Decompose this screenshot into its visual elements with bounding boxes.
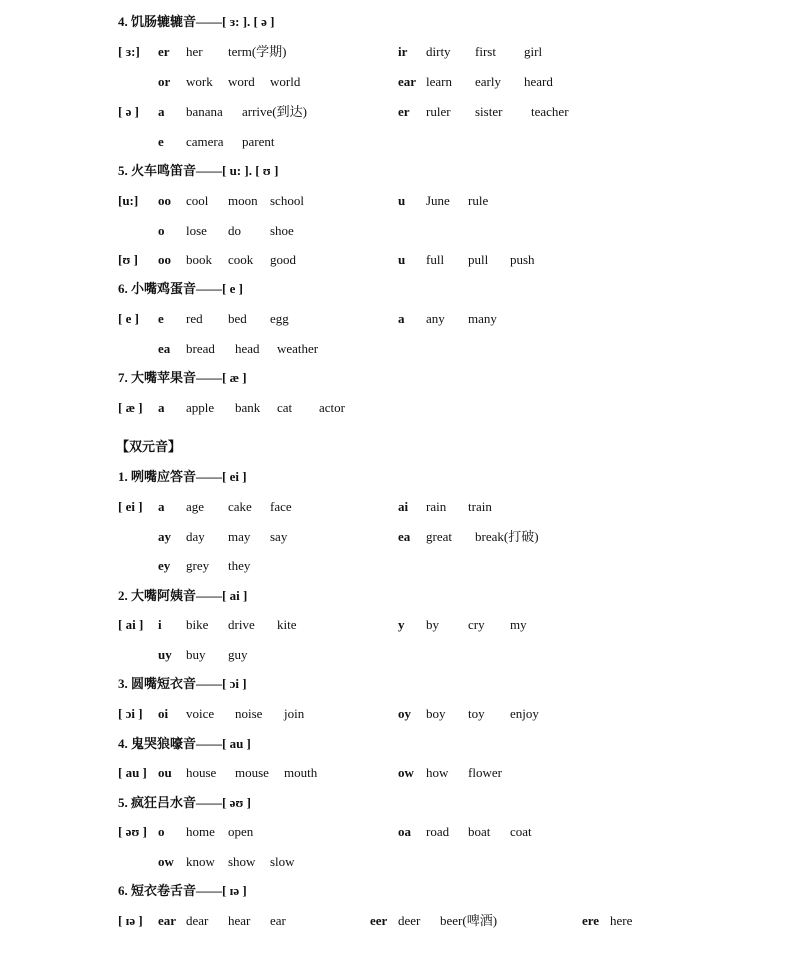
spelling-pattern: ey (158, 558, 171, 573)
text-line (0, 881, 794, 901)
spelling-pattern: ere (582, 913, 600, 928)
text-line (0, 645, 794, 665)
example-word: day (186, 529, 205, 544)
spelling-pattern: uy (158, 647, 172, 662)
example-word: join (284, 706, 305, 721)
example-word: grey (186, 558, 210, 573)
example-word: good (270, 252, 296, 267)
example-word: great (426, 529, 452, 544)
example-word: boat (468, 824, 491, 839)
example-word: red (186, 311, 203, 326)
example-word: my (510, 617, 527, 632)
example-word: toy (468, 706, 485, 721)
example-word: work (186, 74, 213, 89)
example-word: slow (270, 854, 295, 869)
example-word: mouse (235, 765, 269, 780)
text-line (0, 42, 794, 62)
phonetic-symbol: [ ɪə ] (118, 913, 143, 928)
example-word: world (270, 74, 301, 89)
text-line (0, 911, 794, 931)
text-line (0, 852, 794, 872)
spelling-pattern: e (158, 311, 164, 326)
example-word: ruler (426, 104, 451, 119)
text-line (0, 132, 794, 152)
spelling-pattern: a (398, 311, 405, 326)
text-line (0, 734, 794, 754)
text-line (0, 586, 794, 606)
example-word: arrive(到达) (242, 104, 307, 119)
example-word: dirty (426, 44, 451, 59)
example-word: ear (270, 913, 286, 928)
example-word: buy (186, 647, 206, 662)
example-word: how (426, 765, 449, 780)
text-line (0, 497, 794, 517)
example-word: parent (242, 134, 275, 149)
example-word: heard (524, 74, 553, 89)
section-heading: 7. 大嘴苹果音——[ æ ] (118, 370, 247, 385)
example-word: actor (319, 400, 345, 415)
spelling-pattern: er (158, 44, 170, 59)
spelling-pattern: ir (398, 44, 408, 59)
example-word: egg (270, 311, 289, 326)
example-word: moon (228, 193, 258, 208)
spelling-pattern: oi (158, 706, 169, 721)
text-line (0, 368, 794, 388)
example-word: train (468, 499, 492, 514)
example-word: drive (228, 617, 255, 632)
spelling-pattern: oa (398, 824, 411, 839)
phonetic-symbol: [u:] (118, 193, 139, 208)
phonetic-symbol: [ əʊ ] (118, 824, 147, 839)
example-word: here (610, 913, 633, 928)
text-line (0, 793, 794, 813)
example-word: lose (186, 223, 207, 238)
text-line (0, 704, 794, 724)
text-line (0, 437, 794, 457)
text-line (0, 72, 794, 92)
phonetic-symbol: [ ei ] (118, 499, 143, 514)
spelling-pattern: ea (398, 529, 411, 544)
text-line (0, 398, 794, 418)
text-line (0, 615, 794, 635)
spelling-pattern: ear (158, 913, 177, 928)
example-word: rule (468, 193, 489, 208)
spelling-pattern: ai (398, 499, 409, 514)
example-word: show (228, 854, 256, 869)
example-word: teacher (531, 104, 569, 119)
text-line (0, 309, 794, 329)
example-word: camera (186, 134, 224, 149)
phonetic-symbol: [ e ] (118, 311, 139, 326)
example-word: cake (228, 499, 252, 514)
example-word: say (270, 529, 288, 544)
text-line (0, 221, 794, 241)
example-word: banana (186, 104, 223, 119)
example-word: bed (228, 311, 247, 326)
example-word: hear (228, 913, 251, 928)
text-line (0, 467, 794, 487)
section-heading: 1. 咧嘴应答音——[ ei ] (118, 469, 247, 484)
text-line (0, 279, 794, 299)
section-heading: 6. 小嘴鸡蛋音——[ e ] (118, 281, 243, 296)
example-word: age (186, 499, 205, 514)
example-word: school (270, 193, 304, 208)
spelling-pattern: o (158, 824, 165, 839)
text-line (0, 250, 794, 270)
example-word: flower (468, 765, 502, 780)
phonetic-symbol: [ʊ ] (118, 252, 138, 267)
spelling-pattern: e (158, 134, 164, 149)
example-word: guy (228, 647, 248, 662)
phonetic-symbol: [ ɜ:] (118, 44, 140, 59)
example-word: bike (186, 617, 209, 632)
example-word: rain (426, 499, 447, 514)
example-word: shoe (270, 223, 294, 238)
example-word: open (228, 824, 254, 839)
example-word: kite (277, 617, 297, 632)
spelling-pattern: u (398, 252, 406, 267)
example-word: first (475, 44, 496, 59)
spelling-pattern: er (398, 104, 410, 119)
spelling-pattern: oo (158, 252, 171, 267)
spelling-pattern: u (398, 193, 406, 208)
example-word: sister (475, 104, 503, 119)
spelling-pattern: oo (158, 193, 171, 208)
example-word: word (228, 74, 255, 89)
text-line (0, 674, 794, 694)
example-word: beer(啤酒) (440, 913, 498, 928)
example-word: weather (277, 341, 319, 356)
example-word: boy (426, 706, 446, 721)
example-word: June (426, 193, 450, 208)
example-word: term(学期) (228, 44, 287, 59)
spelling-pattern: a (158, 104, 165, 119)
example-word: bread (186, 341, 215, 356)
spelling-pattern: o (158, 223, 165, 238)
spelling-pattern: ow (398, 765, 414, 780)
text-line (0, 763, 794, 783)
section-heading: 4. 饥肠辘辘音——[ ɜ: ]. [ ə ] (118, 14, 275, 29)
example-word: bank (235, 400, 261, 415)
example-word: deer (398, 913, 421, 928)
text-line (0, 822, 794, 842)
section-heading: 5. 火车鸣笛音——[ u: ]. [ ʊ ] (118, 163, 279, 178)
phonetic-symbol: [ ai ] (118, 617, 144, 632)
spelling-pattern: oy (398, 706, 411, 721)
spelling-pattern: ay (158, 529, 171, 544)
example-word: cat (277, 400, 293, 415)
example-word: home (186, 824, 215, 839)
phonetic-symbol: [ ɔi ] (118, 706, 143, 721)
phonetic-symbol: [ ə ] (118, 104, 139, 119)
example-word: cry (468, 617, 485, 632)
example-word: by (426, 617, 439, 632)
example-word: know (186, 854, 215, 869)
spelling-pattern: ear (398, 74, 417, 89)
example-word: voice (186, 706, 215, 721)
example-word: book (186, 252, 212, 267)
text-line (0, 191, 794, 211)
example-word: road (426, 824, 450, 839)
example-word: enjoy (510, 706, 539, 721)
example-word: may (228, 529, 251, 544)
example-word: full (426, 252, 445, 267)
section-heading: 4. 鬼哭狼嚎音——[ au ] (118, 736, 251, 751)
spelling-pattern: a (158, 499, 165, 514)
section-heading: 5. 疯狂吕水音——[ əʊ ] (118, 795, 251, 810)
example-word: many (468, 311, 497, 326)
spelling-pattern: ow (158, 854, 174, 869)
example-word: mouth (284, 765, 318, 780)
example-word: apple (186, 400, 215, 415)
example-word: any (426, 311, 445, 326)
example-word: early (475, 74, 501, 89)
section-heading: 3. 圆嘴短衣音——[ ɔi ] (118, 676, 247, 691)
example-word: head (235, 341, 260, 356)
spelling-pattern: a (158, 400, 165, 415)
example-word: face (270, 499, 292, 514)
example-word: do (228, 223, 241, 238)
text-line (0, 527, 794, 547)
spelling-pattern: i (158, 617, 162, 632)
example-word: they (228, 558, 251, 573)
section-heading: 6. 短衣卷舌音——[ ɪə ] (118, 883, 247, 898)
spelling-pattern: eer (370, 913, 388, 928)
phonetic-symbol: [ au ] (118, 765, 147, 780)
spelling-pattern: y (398, 617, 405, 632)
spelling-pattern: ea (158, 341, 171, 356)
example-word: noise (235, 706, 263, 721)
phonetic-symbol: [ æ ] (118, 400, 143, 415)
category-title: 【双元音】 (116, 439, 182, 454)
example-word: coat (510, 824, 532, 839)
example-word: push (510, 252, 535, 267)
text-line (0, 161, 794, 181)
example-word: learn (426, 74, 452, 89)
example-word: cool (186, 193, 209, 208)
example-word: cook (228, 252, 254, 267)
example-word: pull (468, 252, 489, 267)
example-word: break(打破) (475, 529, 539, 544)
example-word: dear (186, 913, 209, 928)
example-word: her (186, 44, 203, 59)
spelling-pattern: or (158, 74, 171, 89)
section-heading: 2. 大嘴阿姨音——[ ai ] (118, 588, 248, 603)
spelling-pattern: ou (158, 765, 172, 780)
example-word: house (186, 765, 217, 780)
text-line (0, 12, 794, 32)
text-line (0, 102, 794, 122)
example-word: girl (524, 44, 543, 59)
text-line (0, 339, 794, 359)
text-line (0, 556, 794, 576)
